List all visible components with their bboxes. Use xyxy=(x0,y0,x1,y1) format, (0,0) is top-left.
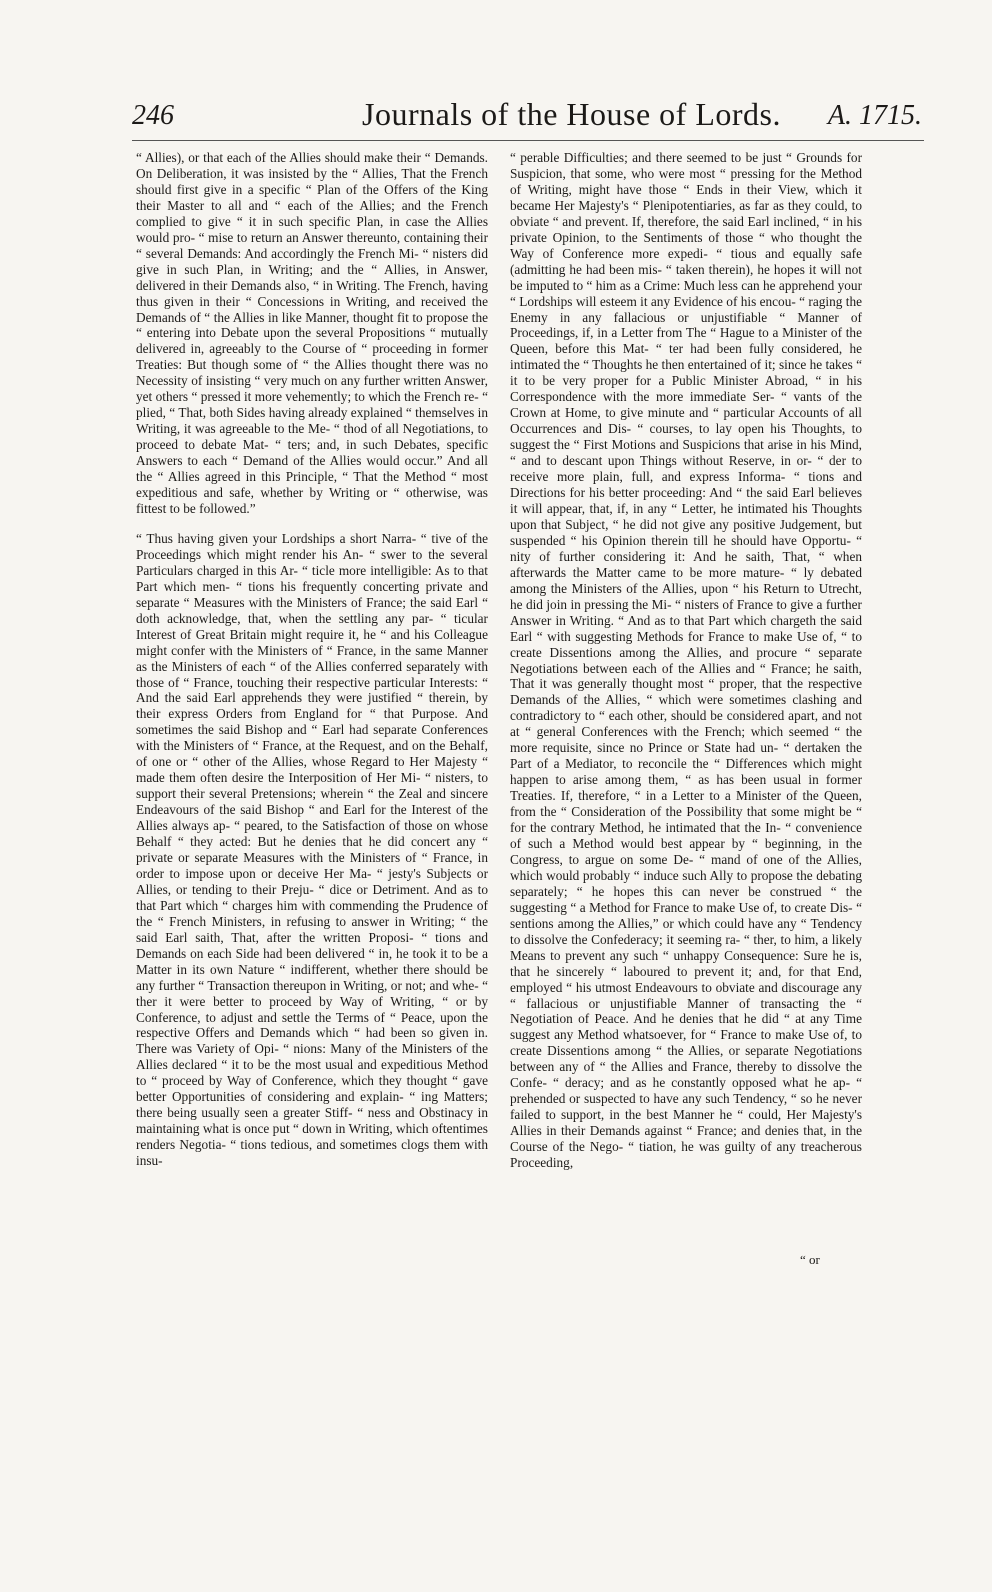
right-paragraph-1: “ perable Difficulties; and there seemed to be just “ Grounds for Suspicion, that some, who were most “ pressing for the Method of Writing, might have those “ Ends in their View, which it became Her Majesty's “ Plenipotentiaries, as far as they could, to obviate “ and prevent. If, therefore, the said Earl inclined, “ in his private Opinion, to the Sentiments of those “ who thought the Way of Conference more expedi- “ tious and equally safe (admitting he had been mis- “ taken therein), he hopes it will not be imputed to “ him as a Crime: Much less can he apprehend your “ Lordships will esteem it any Evidence of his encou- “ raging the Enemy in any fallacious or unjustifiable “ Manner of Proceedings, if, in a Letter from The “ Hague to a Minister of the Queen, before this Mat- “ ter had been fully considered, he intimated the “ Thoughts he then entertained of it; since he takes “ it to be very proper for a Public Minister Abroad, “ in his Correspondence with the more immediate Ser- “ vants of the Crown at Home, to give minute and “ particular Accounts of all Occurrences and Dis- “ courses, to lay open his Thoughts, to suggest the “ First Motions and Suspicions that arise in his Mind, “ and to descant upon Things without Reserve, in or- “ der to receive more plain, full, and express Informa- “ tions and Directions for his better proceeding: And “ the said Earl believes it will appear, that, if, in any “ Letter, he intimated his Thoughts upon that Subject, “ he did not give any positive Judgement, but suspended “ his Opinion therein till he should have Opportu- “ nity of further considering it: And he saith, That, “ when afterwards the Matter came to be more mature- “ ly debated among the Ministers of the Allies, upon “ his Return to Utrecht, he did join in pressing the Mi- “ nisters of France to give a further Answer in Writing. “ And as to that Part which chargeth the said Earl “ with suggesting Methods for France to make Use of, “ to create Dissentions among the Allies, and procure “ separate Negotiations between each of the Allies and “ France; he saith, That it was generally thought most “ proper, that the respective Demands of the Allies, “ which were sometimes clashing and contradictory to “ each other, should be considered apart, and not at “ general Conferences with the French; which seemed “ the more requisite, since no Prince or State had un- “ dertaken the Part of a Mediator, to reconcile the “ Differences which might happen to arise among them, “ as has been usual in former Treaties. If, therefore, “ in a Letter to a Minister of the Queen, from the “ Consideration of the Possibility that some might be “ for the contrary Method, he intimated that the In- “ convenience of such a Method would best appear by “ beginning, in the Congress, to argue on some De- “ mand of one of the Allies, which would probably “ induce such Ally to propose the debating separately; “ he hopes this can never be construed “ the suggesting “ a Method for France to make Use of, to create Dis- “ sentions among the Allies,” or which could have any “ Tendency to dissolve the Confederacy; it seeming ra- “ ther, to him, a likely Means to prevent any such “ unhappy Consequence: Sure he is, that he sincerely “ laboured to prevent it; and, for that End, employed “ his utmost Endeavours to obviate and discourage any “ fallacious or unjustifiable Manner of transacting the “ Negotiation of Peace. And he denies that he did “ at any Time suggest any Method whatsoever, for “ France to make Use of, to create Dissentions among “ the Allies, or separate Negotiations between any of “ the Allies and France, thereby to dissolve the Confe- “ deracy; and as he constantly opposed what he ap- “ prehended or suspected to have any such Tendency, “ so he never failed to support, in the best Manner he “ could, Her Majesty's Allies in their Demands against “ France; and denies that, in the Course of the Nego- “ tiation, he was guilty of any treacherous Proceeding, xyxy=(510,150,863,1171)
page-header xyxy=(132,96,922,136)
year-label: A. 1715. xyxy=(827,100,922,131)
header-rule xyxy=(132,140,924,141)
running-title: Journals of the House of Lords. xyxy=(362,96,781,132)
left-column xyxy=(136,150,488,1169)
left-paragraph-2: “ Thus having given your Lordships a short Narra- “ tive of the Proceedings which might render his An- “ swer to the several Particulars charged in this Ar- “ ticle more intelligible: As to that Part which men- “ tions his frequently concerting private and separate “ Measures with the Ministers of France; the said Earl “ doth acknowledge, that, when the settling any par- “ ticular Interest of Great Britain might require it, he “ and his Colleague might confer with the Ministers of “ France, in the same Manner as the Ministers of each “ of the Allies conferred separately with those of “ France, touching their respective particular Interests: “ And the said Earl apprehends they were justified “ therein, by their express Orders from England for “ that Purpose. And sometimes the said Bishop and “ Earl had separate Conferences with the Ministers of “ France, at the Request, and on the Behalf, of one or “ other of the Allies, whose Regard to Her Majesty “ made them often desire the Interposition of Her Mi- “ nisters, to support their several Pretensions; wherein “ the Zeal and sincere Endeavours of the said Bishop “ and Earl for the Interest of the Allies always ap- “ peared, to the Satisfaction of those on whose Behalf “ they acted: But he denies that he did concert any “ private or separate Measures with the Ministers of “ France, in order to impose upon or deceive Her Ma- “ jesty's Subjects or Allies, or tending to their Preju- “ dice or Detriment. And as to that Part which “ charges him with commending the Prudence of the “ French Ministers, in refusing to answer in Writing; “ the said Earl saith, That, after the written Proposi- “ tions and Demands on each Side had been delivered “ in, he took it to be a Matter in its own Nature “ indifferent, whether there should be any further “ Transaction thereupon in Writing, or not; and whe- “ ther it were better to proceed by Way of Writing, “ or by Conference, to adjust and settle the Terms of “ Peace, upon the respective Offers and Demands which “ had been so given in. There was Variety of Opi- “ nions: Many of the Ministers of the Allies declared “ it to be the most usual and expeditious Method to “ proceed by Way of Conference, which they thought “ gave better Opportunities of considering and explain- “ ing Matters; there being usually seen a greater Stiff- “ ness and Obstinacy in maintaining what is once put “ down in Writing, which oftentimes renders Negotia- “ tions tedious, and sometimes clogs them with insu- xyxy=(136,530,488,1169)
page-number: 246 xyxy=(132,100,174,131)
left-paragraph-1: “ Allies), or that each of the Allies should make their “ Demands. On Deliberation, it was insisted by the “ Allies, That the French should first give in a specific “ Plan of the Offers of the King their Master to all and “ each of the Allies; and the French complied to give “ it in such specific Plan, in case the Allies would pro- “ mise to return an Answer thereunto, containing their “ several Demands: And accordingly the French Mi- “ nisters did give in such Plan, in Writing; and the “ Allies, in Answer, delivered in their Demands also, “ in Writing. The French, having thus given in their “ Concessions in Writing, and received the Demands of “ the Allies in like Manner, thought fit to propose the “ entering into Debate upon the several Propositions “ mutually delivered in, agreeably to the Course of “ proceeding in former Treaties: But though some of “ the Allies thought there was no Necessity of insisting “ very much on any further written Answer, yet others “ pressed it more vehemently; to which the French re- “ plied, “ That, both Sides having already explained “ themselves in Writing, it was agreeable to the Me- “ thod of all Negotiations, to proceed to debate Mat- “ ters; and, in such Debates, specific Answers to each “ Demand of the Allies would occur.” And all the “ Allies agreed in this Principle, “ That the Method “ most expeditious and safe, whether by Writing or “ otherwise, was fittest to be followed.” xyxy=(136,150,488,516)
right-column xyxy=(510,150,862,1171)
catchword: “ or xyxy=(800,1252,820,1267)
